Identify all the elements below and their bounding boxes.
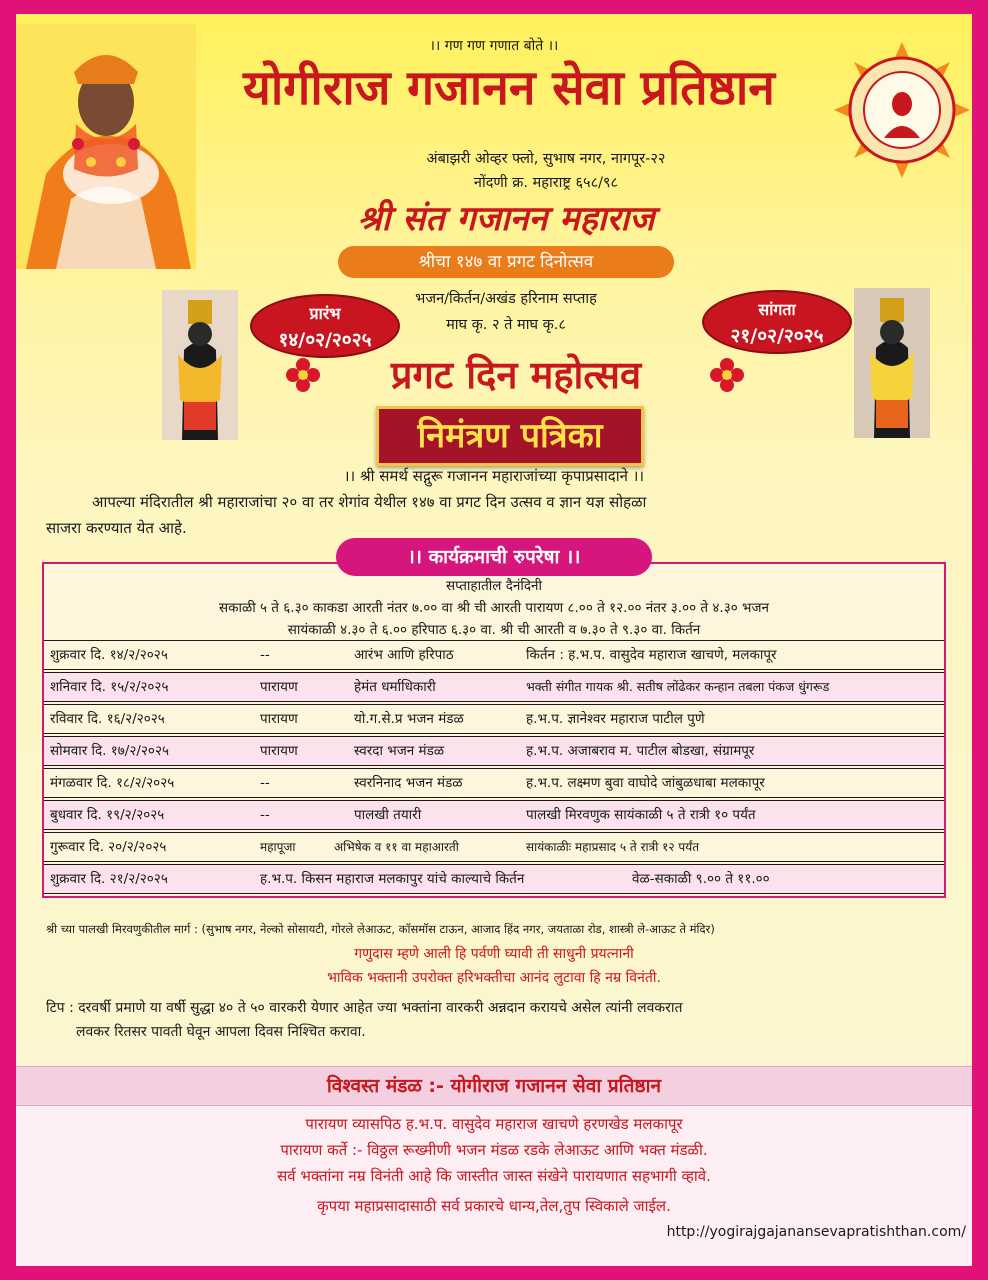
row-evening: पालखी मिरवणुक सायंकाळी ५ ते रात्री १० पर्यंत (526, 807, 756, 823)
row-type: -- (260, 775, 270, 791)
daily-routine-line-1: सकाळी ५ ते ६.३० काकडा आरती नंतर ७.०० वा श्री ची आरती पारायण ८.०० ते १२.०० नंतर ३.०० ते ४.३० भजन (218, 600, 770, 616)
website-link[interactable]: http://yogirajgajanansevapratishthan.com/ (666, 1224, 966, 1240)
row-day: गुरूवार दि. २०/२/२०२५ (50, 839, 167, 855)
row-evening: भक्ती संगीत गायक श्री. सतीष लोंढेकर कन्हान तबला पंकज धुंगरूड (526, 679, 830, 694)
address-line: अंबाझरी ओव्हर फ्लो, सुभाष नगर, नागपूर-२२ (426, 151, 666, 167)
daily-routine-title: सप्ताहातील दैनंदिनी (445, 578, 543, 594)
row-morning: पालखी तयारी (354, 807, 422, 823)
flower-left-icon (286, 358, 320, 392)
table-row (44, 672, 944, 702)
note-line-1: टिप : दरवर्षी प्रमाणे या वर्षी सुद्धा ४० ते ५० वारकरी येणार आहेत ज्या भक्तांना वारकरी अन्नदान करायचे असेल त्यांनी लवकरात (46, 1000, 683, 1016)
row-day: बुधवार दि. १९/२/२०२५ (50, 807, 165, 823)
vitthal-idol-right-image (854, 288, 930, 438)
week-line: भजन/किर्तन/अखंड हरिनाम सप्ताह (415, 291, 597, 307)
row-type: -- (260, 647, 270, 663)
intro-line-2: साजरा करण्यात येत आहे. (46, 519, 187, 537)
tithi-line: माघ कृ. २ ते माघ कृ.८ (446, 317, 566, 333)
row-type: पारायण (260, 743, 298, 759)
intro-line-1: आपल्या मंदिरातील श्री महाराजांचा २० वा तर शेगांव येथील १४७ वा प्रगट दिन उत्सव व ज्ञान यज्ञ सोहळा (92, 493, 647, 511)
trust-title: विश्वस्त मंडळ :- योगीराज गजानन सेवा प्रतिष्ठान (326, 1075, 662, 1097)
footer-line-4: कृपया महाप्रसादासाठी सर्व प्रकारचे धान्य,तेल,तुप स्विकाले जाईल. (317, 1197, 671, 1215)
vitthal-idol-left-image (162, 290, 238, 440)
row-morning: ह.भ.प. किसन महाराज मलकापुर यांचे काल्याचे किर्तन (260, 871, 525, 887)
row-day: शुक्रवार दि. १४/२/२०२५ (50, 647, 168, 663)
row-type: पारायण (260, 711, 298, 727)
row-evening: ह.भ.प. अजाबराव म. पाटील बोडखा, संग्रामपूर (526, 743, 755, 759)
note-line-2: लवकर रितसर पावती घेवून आपला दिवस निश्चित करावा. (76, 1024, 366, 1040)
row-evening: सायंकाळीः महाप्रसाद ५ ते रात्री १२ पर्यंत (526, 840, 700, 854)
start-label: प्रारंभ (309, 304, 341, 323)
schedule-title: ।। कार्यक्रमाची रुपरेषा ।। (336, 538, 652, 576)
deity-title: श्री संत गजानन महाराज (357, 199, 655, 239)
row-evening: ह.भ.प. लक्ष्मण बुवा वाघोदे जांबुळधाबा मलकापूर (526, 775, 765, 791)
anniversary-badge: श्रीचा १४७ वा प्रगट दिनोत्सव (338, 246, 674, 278)
end-label: सांगता (758, 300, 796, 319)
festival-title: प्रगट दिन महोत्सव (390, 353, 642, 397)
table-row (44, 832, 944, 862)
row-morning: अभिषेक व ११ वा महाआरती (334, 840, 459, 854)
daily-routine-line-2: सायंकाळी ४.३० ते ६.०० हरिपाठ ६.३० वा. श्री ची आरती व ७.३० ते ९.३० वा. किर्तन (287, 622, 701, 638)
row-evening: किर्तन : ह.भ.प. वासुदेव महाराज खाचणे, मलकापूर (526, 647, 777, 663)
end-date: २१/०२/२०२५ (730, 325, 824, 347)
row-day: रविवार दि. १६/२/२०२५ (50, 711, 165, 727)
footer-line-2: पारायण कर्ते :- विठ्ठल रूख्मीणी भजन मंडळ रडके लेआऊट आणि भक्त मंडळी. (280, 1141, 708, 1159)
procession-route-line: श्री च्या पालखी मिरवणुकीतील मार्ग : (सुभाष नगर, नेल्को सोसायटी, गोरले लेआऊट, कॉसमॉस टाऊन, आजाद हिंद नगर, जयताळा रोड, शास्त्री ले-आऊट ते मंदिर) (46, 922, 715, 936)
footer-line-1: पारायण व्यासपिठ ह.भ.प. वासुदेव महाराज खाचणे हरणखेड मलकापूर (305, 1115, 683, 1133)
row-type: पारायण (260, 679, 298, 695)
table-row (44, 640, 944, 670)
table-row (44, 800, 944, 830)
row-morning: आरंभ आणि हरिपाठ (354, 647, 454, 663)
row-type: महापूजा (260, 840, 296, 854)
table-row (44, 768, 944, 798)
row-morning: स्वरदा भजन मंडळ (354, 743, 445, 759)
blessing-line: ।। श्री समर्थ सद्गुरू गजानन महाराजांच्या कृपाप्रसादाने ।। (343, 467, 645, 485)
footer-line-3: सर्व भक्तांना नम्र विनंती आहे कि जास्तीत जास्त संखेने पारायणात सहभागी व्हावे. (277, 1167, 711, 1185)
table-row (44, 736, 944, 766)
row-day: शनिवार दि. १५/२/२०२५ (50, 679, 169, 695)
mantra-line: ।। गण गण गणात बोते ।। (429, 38, 559, 54)
registration-line: नोंदणी क्र. महाराष्ट्र ६५८/९८ (473, 175, 619, 191)
row-evening: वेळ-सकाळी ९.०० ते ११.०० (632, 871, 770, 887)
row-evening: ह.भ.प. ज्ञानेश्वर महाराज पाटील पुणे (526, 711, 705, 727)
end-date-badge (702, 290, 852, 354)
invitation-page (16, 14, 972, 1266)
row-type: -- (260, 807, 270, 823)
flower-right-icon (710, 358, 744, 392)
start-date: १४/०२/२०२५ (278, 329, 372, 351)
row-morning: यो.ग.से.प्र भजन मंडळ (354, 711, 464, 727)
table-row (44, 864, 944, 894)
couplet-line-2: भाविक भक्तानी उपरोक्त हरिभक्तीचा आनंद लुटावा हि नम्र विनंती. (327, 970, 661, 986)
row-morning: स्वरनिनाद भजन मंडळ (354, 775, 463, 791)
row-day: शुक्रवार दि. २१/२/२०२५ (50, 871, 168, 887)
row-day: सोमवार दि. १७/२/२०२५ (50, 743, 169, 759)
table-row (44, 704, 944, 734)
couplet-line-1: गणुदास म्हणे आली हि पर्वणी घ्यावी ती साधुनी प्रयत्नानी (354, 946, 634, 962)
row-morning: हेमंत धर्माधिकारी (354, 679, 436, 695)
row-day: मंगळवार दि. १८/२/२०२५ (50, 775, 175, 791)
org-name-title: योगीराज गजानन सेवा प्रतिष्ठान (243, 60, 775, 116)
invitation-title: निमंत्रण पत्रिका (376, 406, 644, 466)
